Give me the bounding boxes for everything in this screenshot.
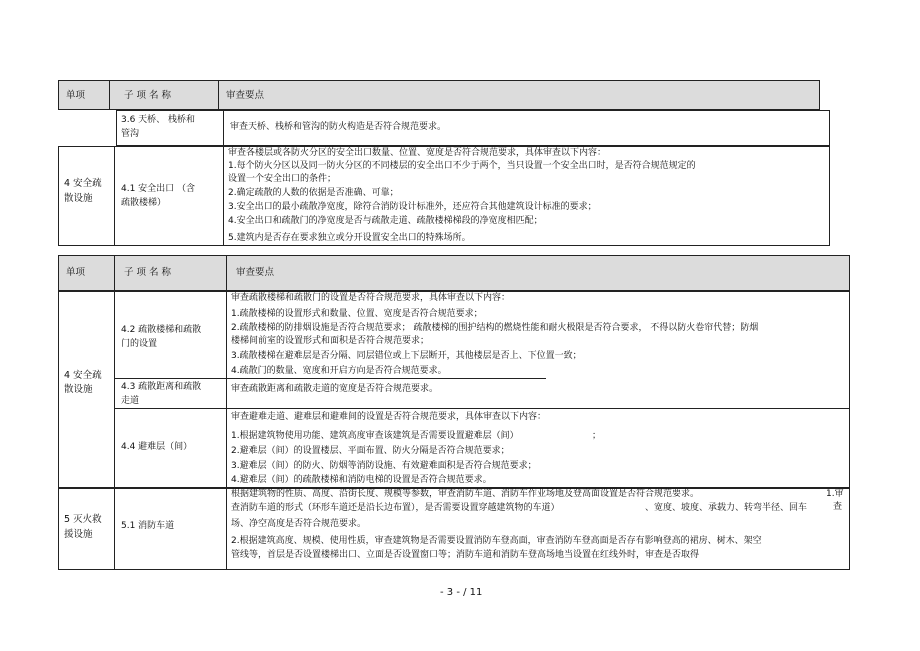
row-4-1-line: 设置一个安全出口的条件； [228, 174, 337, 184]
row-5-1-line-cont: 、宽度、坡度、承载力、转弯半径、回车 [645, 503, 808, 513]
section-4-category-2: 散设施 [64, 193, 93, 204]
row-4-1-line: 审查各楼层或各防火分区的安全出口数量、位置、宽度是否符合规范要求，具体审查以下内容： [228, 148, 607, 158]
row-4-4-name: 4.4 避难层（间） [121, 442, 193, 452]
row-5-1-name: 5.1 消防车道 [121, 521, 175, 531]
header-subitem: 子 项 名 称 [124, 90, 172, 101]
section-4b-category-2: 散设施 [64, 384, 93, 395]
row-4-4-line: 3.避难层（间）的防火、防烟等消防设施、有效避难面积是否符合规范要求； [231, 461, 537, 471]
section-4b-category-1: 4 安全疏 [64, 370, 102, 381]
header-subitem: 子 项 名 称 [124, 267, 172, 278]
row-4-3-name-2: 走道 [121, 396, 140, 406]
page-number: - 3 - / 11 [440, 587, 483, 598]
row-5-1-line: 2.根据建筑高度、规模、使用性质，审查建筑物是否需要设置消防车登高面，审查消防车登高面是否存有影响登高的裙房、树木、架空 [231, 536, 762, 546]
row-4-1-line: 5.建筑内是否存在要求独立或分开设置安全出口的特殊场所。 [228, 233, 471, 243]
row-4-1-line: 1.每个防火分区以及同一防火分区的不同楼层的安全出口不少于两个，当只设置一个安全出口时，是否符合规范规定的 [228, 161, 696, 171]
section-4-category-1: 4 安全疏 [64, 178, 102, 189]
row-5-1-line: 根据建筑物的性质、高度、沿街长度、规模等参数，审查消防车道、消防车作业场地及登高面设置是否符合规范要求。 [231, 489, 700, 499]
header-unit: 单项 [66, 267, 86, 278]
table-header-1 [58, 80, 820, 110]
header-unit: 单项 [66, 90, 86, 101]
row-4-2-line: 审查疏散楼梯和疏散门的设置是否符合规范要求，具体审查以下内容： [231, 293, 511, 303]
row-5-1-line: 管线等，首层是否设置楼梯出口、立面是否设置窗口等；消防车道和消防车登高场地当设置在红线外时，审查是否取得 [231, 550, 700, 560]
header-review: 审查要点 [236, 267, 275, 278]
row-4-4-line: 审查避难走道、避难层和避难间的设置是否符合规范要求，具体审查以下内容： [231, 412, 547, 422]
header-review: 审查要点 [226, 90, 265, 101]
row-4-1-line: 4.安全出口和疏散门的净宽度是否与疏散走道、疏散楼梯梯段的净宽度相匹配； [228, 216, 543, 226]
table-header-2 [58, 255, 850, 291]
row-4-2-name-1: 4.2 疏散楼梯和疏散 [121, 325, 202, 335]
row-4-2-name-2: 门的设置 [121, 339, 158, 349]
section-5-category-2: 援设施 [64, 529, 93, 540]
row-3-6-name-2: 管沟 [121, 129, 140, 139]
row-4-2-line: 楼梯间前室的设置形式和面积是否符合规范要求； [231, 336, 430, 346]
row-4-3-content: 审查疏散距离和疏散走道的宽度是否符合规范要求。 [231, 384, 439, 394]
row-4-1-line: 2.确定疏散的人数的依据是否准确、可靠； [228, 188, 399, 198]
row-4-2-line: 1.疏散楼梯的设置形式和数量、位置、宽度是否符合规范要求； [231, 309, 483, 319]
row-4-2-line: 4.疏散门的数量、宽度和开启方向是否符合规范要求。 [231, 366, 447, 376]
row-4-3-name-1: 4.3 疏散距离和疏散 [121, 382, 202, 392]
row-4-1-name-2: 疏散楼梯） [121, 198, 167, 208]
row-4-1-line: 3.安全出口的最小疏散净宽度，除符合消防设计标准外，还应符合其他建筑设计标准的要求； [228, 202, 597, 212]
row-4-2-line: 2.疏散楼梯的防排烟设施是否符合规范要求； 疏散楼梯的围护结构的燃烧性能和耐火极限是否符合要求， 不得以防火卷帘代替；防烟 [231, 323, 759, 333]
row-5-1-line: 查消防车道的形式（环形车道还是沿长边布置），是否需要设置穿越建筑物的车道） [231, 503, 560, 513]
row-5-1-right: 1.审 [826, 489, 844, 499]
row-4-4-line: 2.避难层（间）的设置楼层、平面布置、防火分隔是否符合规范要求； [231, 446, 510, 456]
row-3-6-name-1: 3.6 天桥、 栈桥和 [121, 115, 196, 125]
row-4-1-name-1: 4.1 安全出口 （含 [121, 184, 196, 194]
row-3-6-content: 审查天桥、栈桥和管沟的防火构造是否符合规范要求。 [230, 122, 447, 132]
row-4-2-line: 3.疏散楼梯在避难层是否分隔、同层错位或上下层断开，其他楼层是否上、下位置一致； [231, 351, 582, 361]
row-4-4-semicolon: ； [592, 431, 602, 441]
section-5-category-1: 5 灭火救 [64, 514, 102, 525]
row-5-1-line: 场、净空高度是否符合规范要求。 [231, 519, 367, 529]
row-4-4-line: 4.避难层（间）的疏散楼梯和消防电梯的设置是否符合规范要求。 [231, 475, 492, 485]
row-5-1-right-2: 查 [833, 502, 843, 512]
row-4-4-line: 1.根据建筑物使用功能、建筑高度审查该建筑是否需要设置避难层（间） [231, 431, 519, 441]
